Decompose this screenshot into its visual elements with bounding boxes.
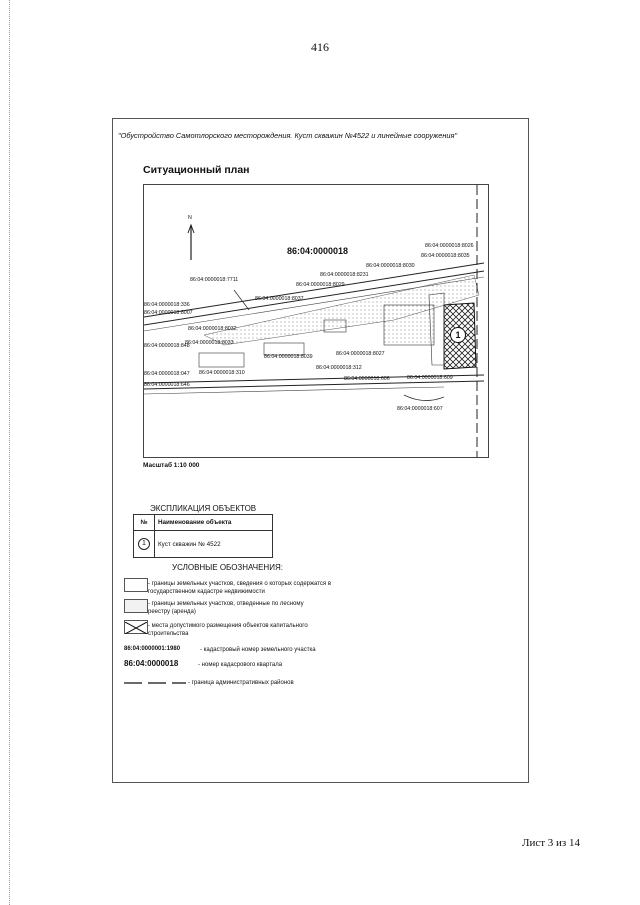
parcel-label: 86:04:0000018:607: [397, 406, 443, 412]
column-header-name: Наименование объекта: [155, 515, 273, 531]
north-label: N: [188, 215, 192, 221]
parcel-label: 86:04:0000018:336: [144, 302, 190, 308]
parcel-label: 86:04:0000018:8033: [185, 340, 234, 346]
table-cell-number: [134, 531, 155, 558]
legend-item-leased-parcels: - границы земельных участков, отведенные по лесному реестру (аренда): [148, 601, 304, 615]
legend-title: УСЛОВНЫЕ ОБОЗНАЧЕНИЯ:: [172, 563, 283, 572]
object-marker: 1: [450, 327, 466, 343]
project-title: "Обустройство Самотлорского месторождения. Куст скважин №4522 и линейные сооружения": [118, 131, 458, 140]
parcel-label: 86:04:0000018:8035: [421, 253, 470, 259]
parcel-label: 86:04:0000018:646: [144, 382, 190, 388]
legend-parcel-code-sample: 86:04:0000001:1980: [124, 646, 181, 652]
parcel-label: 86:04:0000018:8032: [188, 326, 237, 332]
sheet-number: Лист 3 из 14: [522, 837, 581, 849]
legend-item-quarter-number: - номер кадасрового квартала: [198, 662, 283, 668]
scale-label: Масштаб 1:10 000: [143, 462, 200, 469]
object-number-circle: 1: [138, 538, 150, 550]
admin-border-line: [124, 681, 186, 685]
parcel-label: 86:04:0000018:8037: [255, 296, 304, 302]
parcel-label: 86:04:0000018:848: [144, 343, 190, 349]
parcel-label: 86:04:0000018:047: [144, 371, 190, 377]
map-drawing: [144, 185, 488, 457]
parcel-label: 86:04:0000018:8007: [144, 310, 193, 316]
parcel-label: 86:04:0000018:609: [407, 375, 453, 381]
parcel-label: 86:04:0000018:310: [199, 370, 245, 376]
leased-parcel-swatch: [124, 599, 148, 613]
legend-quarter-code-sample: 86:04:0000018: [124, 659, 179, 668]
plan-title: Ситуационный план: [143, 164, 250, 176]
explication-table: [133, 514, 273, 558]
registered-parcel-swatch: [124, 578, 148, 592]
explication-title: ЭКСПЛИКАЦИЯ ОБЪЕКТОВ: [150, 504, 257, 513]
parcel-label: 86:04:0000018:606: [344, 376, 390, 382]
situation-map: [143, 184, 489, 458]
parcel-label: 86:04:0000018:8030: [366, 263, 415, 269]
hatched-area-swatch: [124, 620, 148, 634]
parcel-label: 86:04:0000018:8029: [296, 282, 345, 288]
hatch-pattern-icon: [125, 622, 147, 634]
page-number: 416: [311, 40, 329, 54]
quarter-number-label: 86:04:0000018: [287, 246, 349, 256]
parcel-label: 86:04:0000018:8039: [264, 354, 313, 360]
legend-item-registered-parcels: - границы земельных участков, сведения о которых содержатся в государственном кадастре недвижимости: [148, 581, 332, 595]
parcel-label: 86:04:0000018:8027: [336, 351, 385, 357]
legend-item-admin-border: - граница административных районов: [188, 680, 294, 686]
table-cell-name: Куст скважин № 4522: [155, 531, 273, 558]
parcel-label: 86:04:0000018:312: [316, 365, 362, 371]
legend-item-construction-area: - места допустимого размещения объектов капитального строительства: [148, 623, 308, 637]
parcel-label: 86:04:0000018:7711: [190, 277, 239, 283]
parcel-label: 86:04:0000018:8231: [320, 272, 369, 278]
column-header-number: №: [134, 515, 155, 531]
legend-item-parcel-number: - кадастровый номер земельного участка: [200, 647, 316, 653]
parcel-label: 86:04:0000018:8026: [425, 243, 474, 249]
page-edge: [9, 0, 10, 905]
